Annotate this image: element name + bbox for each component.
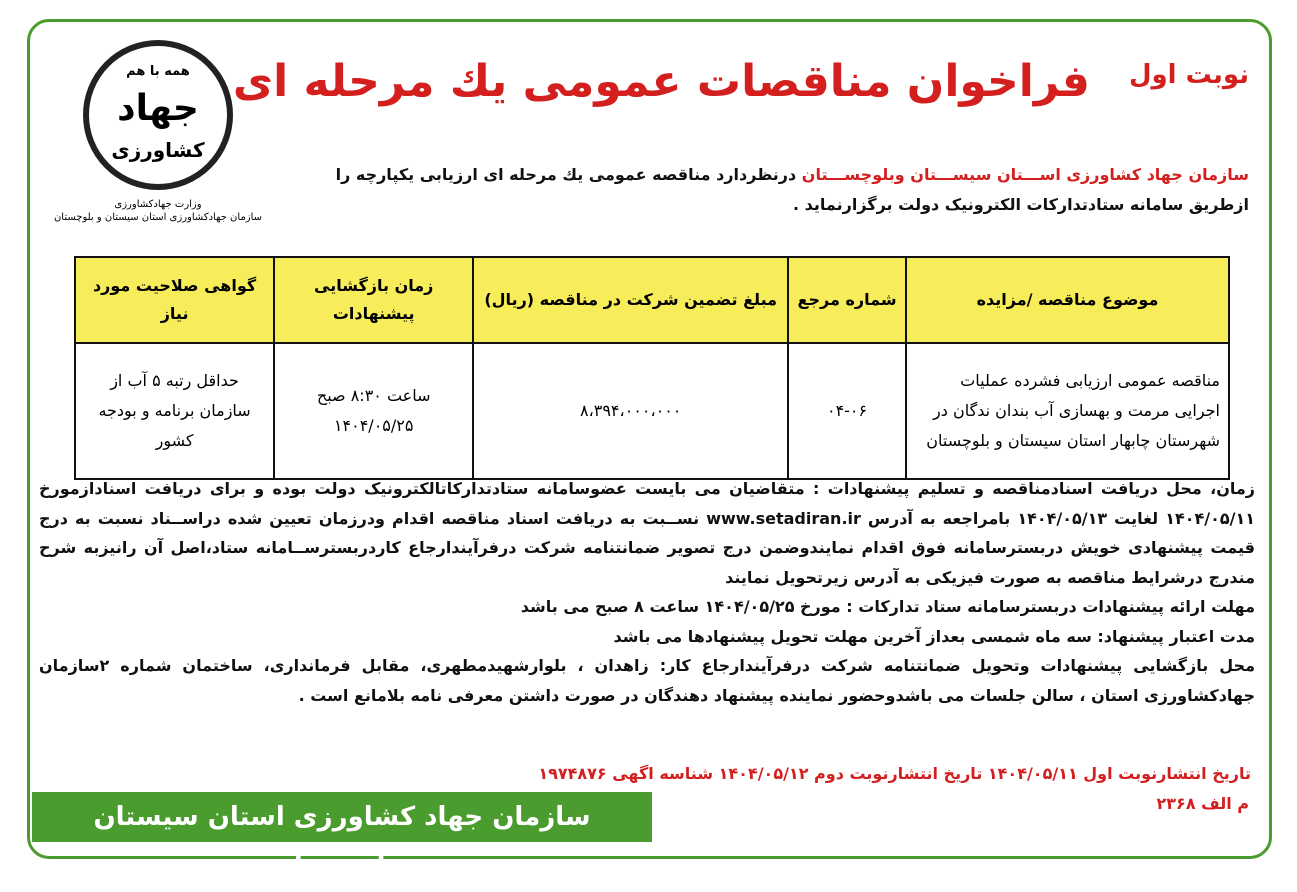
tender-table bbox=[74, 256, 1230, 480]
header-cert: گواهی صلاحیت مورد نیاز bbox=[75, 257, 274, 343]
body-paragraph-3: مدت اعتبار پیشنهاد: سه ماه شمسی بعداز آخرین مهلت تحویل پیشنهادها می باشد bbox=[613, 626, 1255, 646]
body-paragraph-1: زمان، محل دریافت اسنادمناقصه و تسلیم پیشنهادات : متقاضیان می بایست عضوسامانه ستادتداركاتالكترونیک دولت بوده و برای دریافت اسنادازمورخ ۱۴۰۴/۰۵/۱۱ لغایت ۱۴۰۴/۰۵/۱۳ بامراجعه به آدرس www.setadiran.ir نســبت به دریافت اسناد مناقصه اقدام ودرزمان تعیین شده دراســناد نسبت به درج قیمت پیشنهادی خویش دربسترسامانه فوق اقدام نمایندوضمن درج تصویر ضمانتنامه شركت درفرآیندارجاع كاردربسترســامانه ستاد،اصل آن رانیزبه شرح مندرج درشرایط مناقصه به صورت فیزیکی به آدرس زیرتحویل نمایند bbox=[39, 479, 1255, 587]
logo-caption bbox=[52, 198, 264, 224]
logo-emblem-icon bbox=[83, 40, 233, 190]
notice-frame bbox=[27, 19, 1272, 882]
logo-caption-line1: وزارت جهادکشاورزی bbox=[114, 199, 202, 210]
cell-subject: مناقصه عمومی ارزیابی فشرده عملیات اجرایی مرمت و بهسازی آب بندان ندگان در شهرستان چابهار استان سیستان و بلوچستان bbox=[906, 343, 1229, 479]
header-amount: مبلغ تضمین شرکت در مناقصه (ریال) bbox=[473, 257, 788, 343]
cell-ref: ۰۴-۰۶ bbox=[788, 343, 906, 479]
logo-sub-text: کشاورزی bbox=[111, 138, 205, 162]
header-subject: موضوع مناقصه /مزایده bbox=[906, 257, 1229, 343]
footer-banner: سازمان جهاد کشاورزی استان سیستان وبلوچستان bbox=[32, 792, 652, 842]
intro-paragraph bbox=[289, 160, 1249, 220]
logo-caption-line2: سازمان جهادکشاورزی استان سیستان و بلوچستان bbox=[53, 212, 263, 223]
intro-text: درنظردارد مناقصه عمومی يك مرحله ای ارزیابی یکپارچه را ازطریق سامانه ستادتداركات الكترونیک دولت برگزارنماید . bbox=[335, 165, 1249, 214]
header-opening: زمان بازگشایی پیشنهادات bbox=[274, 257, 473, 343]
table-row bbox=[75, 343, 1229, 479]
cell-opening: ساعت ۸:۳۰ صبح ۱۴۰۴/۰۵/۲۵ bbox=[274, 343, 473, 479]
notice-code: م الف ۲۳۶۸ bbox=[1156, 794, 1249, 813]
publication-dates: تاریخ انتشارنوبت اول ۱۴۰۴/۰۵/۱۱ تاریخ انتشارنوبت دوم ۱۴۰۴/۰۵/۱۲ شناسه اگهی ۱۹۷۴۸۷۶ bbox=[538, 764, 1251, 783]
body-paragraph-4: محل بازگشایی پیشنهادات وتحویل ضمانتنامه شرکت درفرآیندارجاع کار: زاهدان ، بلوارشهیدمطهری، مقابل فرمانداری، ساختمان شماره ۲سازمان جهادکشاورزی استان ، سالن جلسات می باشدوحضور نماینده پیشنهاد دهندگان در صورت داشتن معرفی نامه بلامانع است . bbox=[39, 656, 1255, 705]
round-label: نوبت اول bbox=[1128, 60, 1249, 90]
logo-main-text: جهاد bbox=[117, 88, 199, 129]
cell-cert: حداقل رتبه ۵ آب از سازمان برنامه و بودجه کشور bbox=[75, 343, 274, 479]
header-ref: شماره مرجع bbox=[788, 257, 906, 343]
notice-body bbox=[39, 474, 1255, 710]
cell-amount: ۸،۳۹۴،۰۰۰،۰۰۰ bbox=[473, 343, 788, 479]
intro-org-name: سازمان جهاد کشاورزی اســـتان سیســـتان وبلوچســـتان bbox=[801, 165, 1249, 184]
logo bbox=[52, 34, 264, 244]
table-header-row bbox=[75, 257, 1229, 343]
logo-top-text: همه با هم bbox=[126, 64, 190, 79]
body-paragraph-2: مهلت ارائه پیشنهادات دربسترسامانه ستاد تداركات : مورخ ۱۴۰۴/۰۵/۲۵ ساعت ۸ صبح می باشد bbox=[520, 597, 1255, 616]
page-title: فراخوان مناقصات عمومی يك مرحله ای bbox=[232, 56, 1090, 107]
